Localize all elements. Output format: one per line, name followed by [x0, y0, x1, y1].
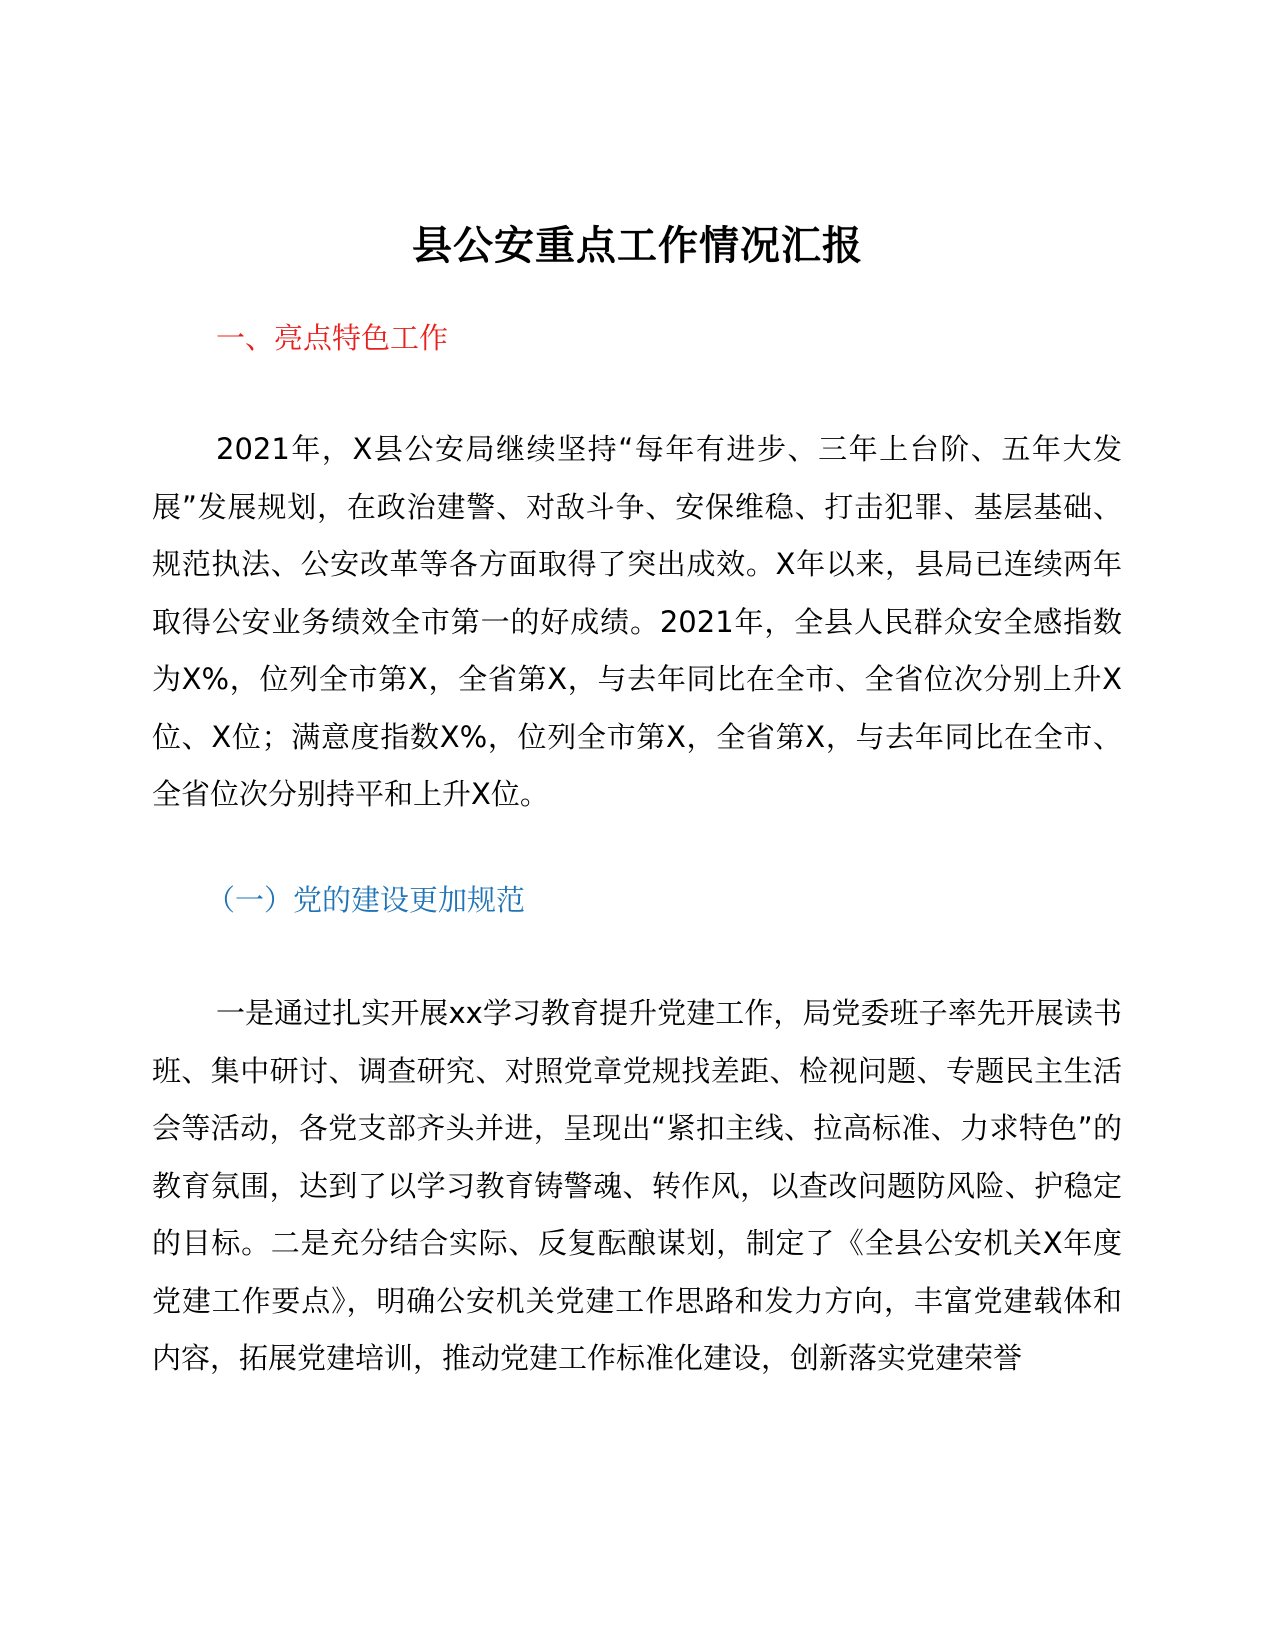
subsection-heading-party-building: （一）党的建设更加规范 — [206, 883, 526, 917]
subsection-paragraph-party-building: 一是通过扎实开展xx学习教育提升党建工作，局党委班子率先开展读书班、集中研讨、调查研究、对照党章党规找差距、检视问题、专题民主生活会等活动，各党支部齐头并进，呈现出“紧扣主线、拉高标准、力求特色”的教育氛围，达到了以学习教育铸警魂、转作风，以查改问题防风险、护稳定的目标。二是充分结合实际、反复酝酿谋划，制定了《全县公安机关X年度党建工作要点》，明确公安机关党建工作思路和发力方向，丰富党建载体和内容，拓展党建培训，推动党建工作标准化建设，创新落实党建荣誉 — [152, 996, 1122, 1375]
section-paragraph-highlights: 2021年，X县公安局继续坚持“每年有进步、三年上台阶、五年大发展”发展规划，在政治建警、对敌斗争、安保维稳、打击犯罪、基层基础、规范执法、公安改革等各方面取得了突出成效。X年以来，县局已连续两年取得公安业务绩效全市第一的好成绩。2021年，全县人民群众安全感指数为X%，位列全市第X，全省第X，与去年同比在全市、全省位次分别上升X位、X位；满意度指数X%，位列全市第X，全省第X，与去年同比在全市、全省位次分别持平和上升X位。 — [152, 432, 1122, 811]
document-title: 县公安重点工作情况汇报 — [412, 223, 863, 269]
section-heading-highlights: 一、亮点特色工作 — [216, 321, 449, 355]
